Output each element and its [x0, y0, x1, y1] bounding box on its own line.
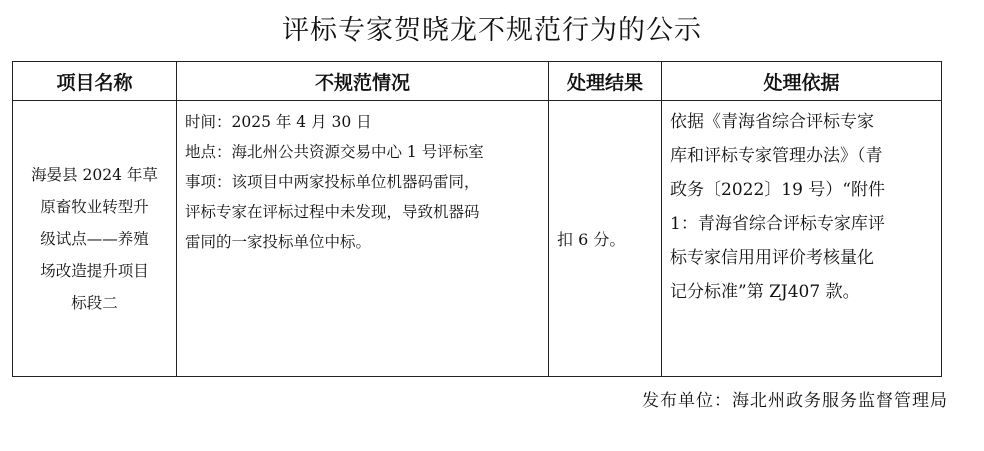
basis-line: 1：青海省综合评标专家库评	[670, 214, 885, 234]
project-name-line: 海晏县 2024 年草	[31, 165, 158, 184]
basis-line: 政务〔2022〕19 号）“附件	[670, 180, 885, 200]
situation-matter: 事项：该项目中两家投标单位机器码雷同，	[185, 173, 480, 191]
table-header-row	[13, 62, 942, 101]
project-name-line: 标段二	[71, 293, 118, 312]
table-row	[13, 101, 942, 377]
project-name-line: 场改造提升项目	[40, 261, 149, 280]
header-situation: 不规范情况	[177, 62, 549, 101]
basis-line: 记分标准”第 ZJ407 款。	[670, 282, 860, 302]
header-result: 处理结果	[549, 62, 662, 101]
situation-cell	[177, 101, 549, 377]
result-cell: 扣 6 分。	[549, 101, 662, 377]
situation-matter-cont: 雷同的一家投标单位中标。	[185, 233, 372, 251]
basis-line: 标专家信用用评价考核量化	[670, 248, 874, 268]
situation-location: 地点：海北州公共资源交易中心 1 号评标室	[185, 143, 484, 161]
basis-line: 依据《青海省综合评标专家	[670, 112, 874, 132]
basis-line: 库和评标专家管理办法》（青	[670, 146, 883, 166]
publisher-line: 发布单位：海北州政务服务监督管理局	[642, 391, 948, 411]
basis-cell	[662, 101, 942, 377]
situation-time: 时间：2025 年 4 月 30 日	[185, 113, 372, 131]
situation-matter-cont: 评标专家在评标过程中未发现，导致机器码	[185, 203, 480, 221]
project-name-line: 原畜牧业转型升	[40, 197, 149, 216]
header-project-name: 项目名称	[13, 62, 177, 101]
page-title: 评标专家贺晓龙不规范行为的公示	[282, 15, 702, 46]
project-name-cell	[13, 101, 177, 377]
header-basis: 处理依据	[662, 62, 942, 101]
project-name-line: 级试点——养殖	[40, 229, 149, 248]
disclosure-table	[12, 61, 942, 377]
